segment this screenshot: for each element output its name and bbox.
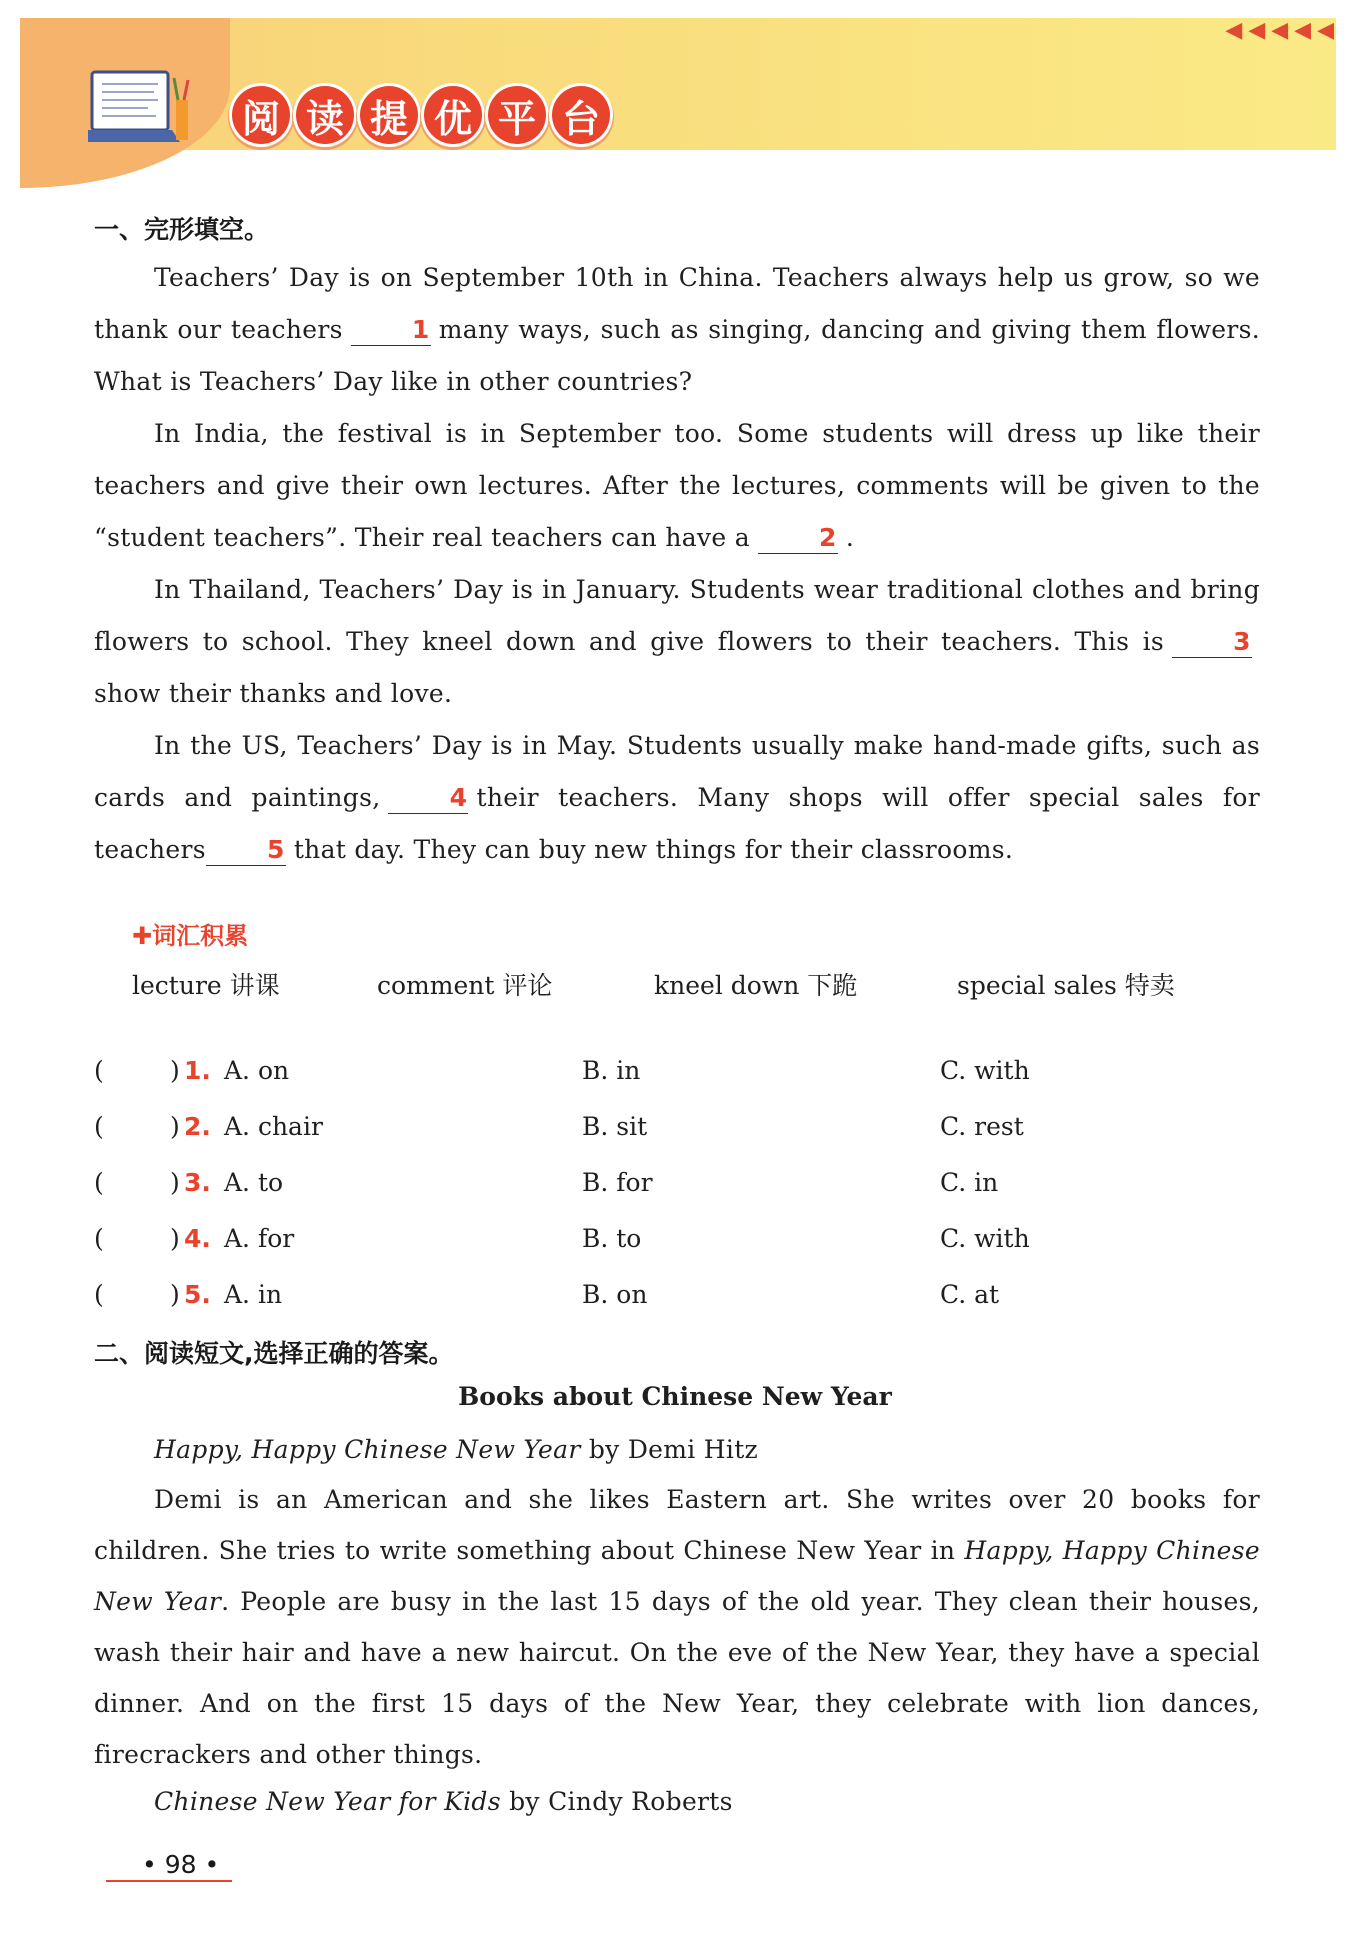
book1-author: by Demi Hitz	[588, 1435, 759, 1464]
blank-1: 1	[351, 315, 431, 346]
answer-paren[interactable]: (	[94, 1224, 104, 1253]
answer-paren-close: )	[170, 1280, 180, 1309]
question-row	[94, 1224, 1260, 1264]
text: that day. They can buy new things for their classrooms.	[293, 835, 1014, 864]
vocab-item: special sales 特卖	[957, 971, 1175, 1000]
option-c[interactable]: C. rest	[940, 1112, 1024, 1141]
arrow-left-icon: ◀	[1317, 18, 1334, 43]
answer-paren-close: )	[170, 1056, 180, 1085]
option-a[interactable]: A. chair	[224, 1112, 323, 1141]
page-number-text: • 98 •	[142, 1850, 220, 1879]
vocab-item: comment 评论	[377, 971, 553, 1000]
question-row	[94, 1280, 1260, 1320]
option-c[interactable]: C. with	[940, 1224, 1030, 1253]
book2-heading	[94, 1776, 1260, 1828]
blank-3: 3	[1172, 627, 1252, 658]
answer-paren[interactable]: (	[94, 1168, 104, 1197]
option-c[interactable]: C. in	[940, 1168, 999, 1197]
title-char: 阅	[232, 86, 290, 144]
page-number-underline	[106, 1880, 232, 1882]
arrow-left-icon: ◀	[1271, 18, 1289, 43]
question-number: 3.	[184, 1168, 211, 1197]
answer-paren[interactable]: (	[94, 1112, 104, 1141]
title-char: 优	[424, 86, 482, 144]
arrow-left-icon: ◀	[1225, 18, 1243, 43]
vocab-item: lecture 讲课	[132, 971, 280, 1000]
blank-5: 5	[206, 835, 286, 866]
option-a[interactable]: A. to	[224, 1168, 284, 1197]
cloze-paragraph-3	[94, 564, 1260, 720]
section-banner-title	[232, 86, 610, 144]
laptop-icon	[88, 70, 196, 148]
option-b[interactable]: B. on	[582, 1280, 648, 1309]
question-row	[94, 1056, 1260, 1096]
question-row	[94, 1112, 1260, 1152]
article-title: Books about Chinese New Year	[458, 1382, 892, 1411]
option-a[interactable]: A. for	[224, 1224, 295, 1253]
title-char: 平	[488, 86, 546, 144]
book-title-inline: Happy, Happy Chinese New Year	[94, 1536, 1260, 1616]
text: In the US, Teachers’ Day is in May. Students usually make hand-made gifts, such as cards and paintings,	[94, 731, 1260, 812]
text: .	[845, 523, 855, 552]
text: . People are busy in the last 15 days of the old year. They clean their houses, wash their hair and have a new haircut. On the eve of the New Year, they have a special dinner. And on the first 15 days of the New Year, they celebrate with lion dances, firecrackers and other things.	[94, 1587, 1260, 1769]
vocab-item: kneel down 下跪	[654, 971, 858, 1000]
option-a[interactable]: A. in	[224, 1280, 283, 1309]
vocab-list	[132, 966, 1252, 1002]
section2-title: 二、阅读短文,选择正确的答案。	[94, 1339, 454, 1368]
question-number: 1.	[184, 1056, 211, 1085]
vocab-heading: ✚词汇积累	[132, 922, 249, 950]
blank-2: 2	[758, 523, 838, 554]
title-char: 台	[552, 86, 610, 144]
text: their teachers. Many shops will offer special sales for teachers	[94, 783, 1260, 864]
cloze-paragraph-1	[94, 252, 1260, 408]
text: Demi is an American and she likes Eastern art. She writes over 20 books for children. She tries to write something about Chinese New Year in	[94, 1485, 1260, 1565]
header-overlay	[20, 18, 1336, 150]
arrow-left-icon: ◀	[1294, 18, 1312, 43]
question-number: 2.	[184, 1112, 211, 1141]
answer-paren[interactable]: (	[94, 1280, 104, 1309]
title-char: 读	[296, 86, 354, 144]
answer-paren-close: )	[170, 1168, 180, 1197]
title-char: 提	[360, 86, 418, 144]
option-b[interactable]: B. in	[582, 1056, 641, 1085]
question-number: 4.	[184, 1224, 211, 1253]
text: many ways, such as singing, dancing and giving them flowers. What is Teachers’ Day like in other countries?	[94, 315, 1260, 396]
text: In India, the festival is in September too. Some students will dress up like their teachers and give their own lectures. After the lectures, comments will be given to the “student teachers”. Their real teachers can have a	[94, 419, 1260, 552]
question-row	[94, 1168, 1260, 1208]
blank-4: 4	[388, 783, 468, 814]
answer-paren-close: )	[170, 1112, 180, 1141]
page-number	[106, 1850, 232, 1886]
text: Teachers’ Day is on September 10th in China. Teachers always help us grow, so we thank our teachers	[94, 263, 1260, 344]
text: In Thailand, Teachers’ Day is in January. Students wear traditional clothes and bring flowers to school. They kneel down and give flowers to their teachers. This is	[94, 575, 1260, 656]
book1-paragraph	[94, 1474, 1260, 1780]
option-b[interactable]: B. sit	[582, 1112, 648, 1141]
decor-arrows	[1225, 18, 1334, 43]
option-b[interactable]: B. for	[582, 1168, 653, 1197]
arrow-left-icon: ◀	[1248, 18, 1266, 43]
book2-author: by Cindy Roberts	[509, 1787, 733, 1816]
cloze-paragraph-4	[94, 720, 1260, 876]
option-a[interactable]: A. on	[224, 1056, 290, 1085]
book1-title: Happy, Happy Chinese New Year	[154, 1435, 581, 1464]
section1-title: 一、完形填空。	[94, 215, 270, 244]
text: show their thanks and love.	[94, 679, 453, 708]
option-b[interactable]: B. to	[582, 1224, 642, 1253]
cloze-paragraph-2	[94, 408, 1260, 564]
book1-heading	[94, 1424, 1260, 1476]
option-c[interactable]: C. with	[940, 1056, 1030, 1085]
answer-paren[interactable]: (	[94, 1056, 104, 1085]
option-c[interactable]: C. at	[940, 1280, 1000, 1309]
book2-title: Chinese New Year for Kids	[154, 1787, 501, 1816]
question-number: 5.	[184, 1280, 211, 1309]
answer-paren-close: )	[170, 1224, 180, 1253]
